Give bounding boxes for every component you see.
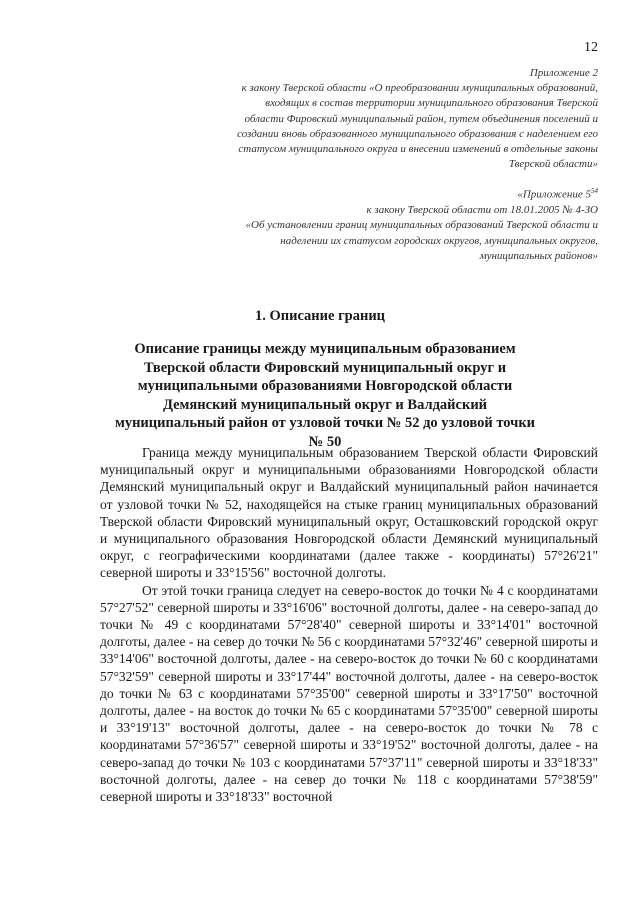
annex-header-block: [228, 66, 598, 264]
page-number: 12: [584, 40, 598, 55]
annex-2-text: к закону Тверской области «О преобразовании муниципальных образований, входящих в состав территории муниципального образования Тверской области Фировский муниципальный район, путем объединения поселений и создании вновь образованного муниципального образования с наделением его статусом муниципального округа и внесении изменений в отдельные законы Тверской области»: [237, 82, 598, 171]
annex-5-text: «Об установлении границ муниципальных образований Тверской области и наделении их статусом городских округов, муниципальных округов, муниципальных районов»: [245, 219, 598, 262]
annex-5-law-line: к закону Тверской области от 18.01.2005 № 4-ЗО: [366, 204, 598, 217]
body-text: [100, 444, 598, 805]
annex-5-title: «Приложение $5^{54}$: [517, 187, 598, 202]
paragraph-2: От этой точки граница следует на северо-восток до точки № 4 с координатами 57°27'52" северной широты и 33°16'06" восточной долготы, далее - на северо-запад до точки № 49 с координатами 57°28'40" северной широты и 33°14'01" восточной долготы, далее - на север до точки № 56 с координатами 57°32'46" северной широты и 33°14'06" восточной долготы, далее - на северо-восток до точки № 60 с координатами 57°32'59" северной широты и 33°17'44" восточной долготы, далее - на северо-восток до точки № 63 с координатами 57°35'00" северной широты и 33°17'50" восточной долготы, далее - на восток до точки № 65 с координатами 57°35'00" северной широты и 33°19'13" восточной долготы, далее - на северо-восток до точки № 78 с координатами 57°36'57" северной широты и 33°19'52" восточной долготы, далее - на северо-запад до точки № 103 с координатами 57°37'11" северной широты и 33°18'33" восточной долготы, далее - на север до точки № 118 с координатами 57°38'59" северной широты и 33°18'33" восточной: [100, 582, 598, 805]
section-title: 1. Описание границ: [254, 308, 386, 324]
annex-2-title: Приложение 2: [529, 67, 598, 79]
description-title: Описание границы между муниципальным образованием Тверской области Фировский муниципальный округ и муниципальными образованиями Новгородской области Демянский муниципальный округ и Валдайский муниципальный район от узловой точки № 52 до узловой точки № 50: [114, 341, 536, 450]
annex-5-superscript: 54: [591, 187, 598, 196]
paragraph-1: Граница между муниципальным образованием Тверской области Фировский муниципальный округ и муниципальными образованиями Новгородской области Демянский муниципальный округ и Валдайский муниципальный район начинается от узловой точки № 52, находящейся на стыке границ муниципальных образований Тверской области Фировский муниципальный округ, Осташковский городской округ и муниципального образования Новгородской области Демянский муниципальный округ, с географическими координатами (далее также - координаты) 57°26'21" северной широты и 33°15'56" восточной долготы.: [100, 445, 598, 581]
